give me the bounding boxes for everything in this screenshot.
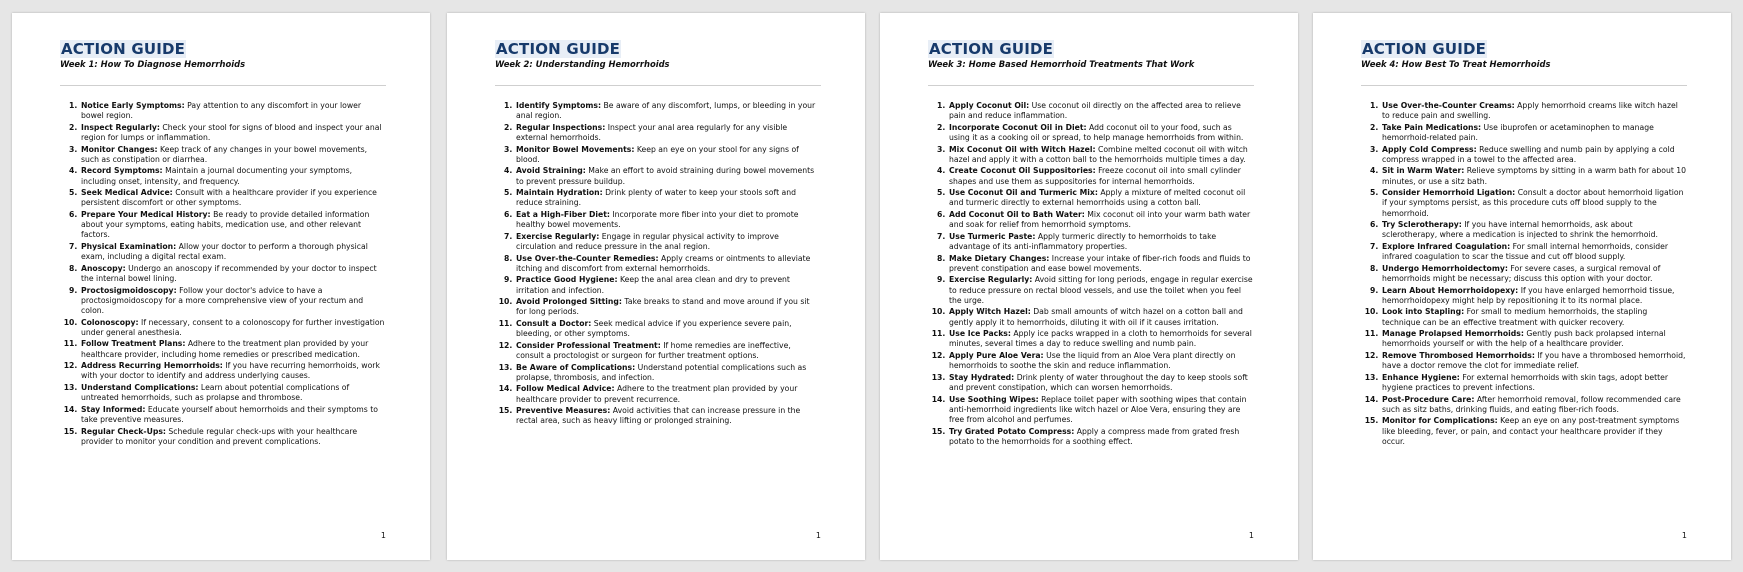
- item-term: Monitor for Complications:: [1382, 416, 1498, 426]
- item-term: Enhance Hygiene:: [1382, 372, 1460, 382]
- list-item: [80, 166, 386, 186]
- page-number: 1: [1681, 531, 1687, 540]
- list-item: [80, 188, 386, 208]
- item-term: Manage Prolapsed Hemorrhoids:: [1382, 329, 1524, 339]
- item-text: Gently push back prolapsed internal hemorrhoids yourself or with the help of a healthcare provider.: [1382, 329, 1666, 349]
- item-term: Learn About Hemorrhoidopexy:: [1382, 285, 1519, 295]
- list-item: [80, 145, 386, 165]
- item-term: Record Symptoms:: [81, 166, 163, 176]
- item-text: Add coconut oil to your food, such as using it as a cooking oil or spread, to help manage hemorrhoids from within.: [949, 122, 1244, 142]
- item-text: Inspect your anal area regularly for any visible external hemorrhoids.: [516, 122, 788, 142]
- item-text: If you have enlarged hemorrhoid tissue, hemorrhoidopexy might help by repositioning it to its normal place.: [1382, 285, 1675, 305]
- list-item: [80, 383, 386, 403]
- list-item: [1381, 220, 1687, 240]
- item-term: Apply Pure Aloe Vera:: [949, 350, 1044, 360]
- list-item: [515, 123, 821, 143]
- item-term: Follow Treatment Plans:: [81, 339, 186, 349]
- item-text: Apply a mixture of melted coconut oil and turmeric directly to external hemorrhoids using a cotton ball.: [949, 188, 1246, 208]
- list-item: [948, 373, 1254, 393]
- item-term: Mix Coconut Oil with Witch Hazel:: [949, 144, 1096, 154]
- item-term: Proctosigmoidoscopy:: [81, 285, 177, 295]
- item-text: Be ready to provide detailed information about your symptoms, eating habits, medication use, and other relevant factors.: [81, 209, 370, 240]
- item-text: Allow your doctor to perform a thorough physical exam, including a digital rectal exam.: [81, 241, 368, 262]
- divider: [928, 85, 1254, 86]
- page-number: 1: [815, 531, 821, 540]
- item-text: Consult with a healthcare provider if you experience persistent discomfort or other symptoms.: [81, 188, 377, 208]
- item-text: Schedule regular check-ups with your healthcare provider to monitor your condition and prevent complications.: [81, 426, 358, 446]
- list-item: [1381, 373, 1687, 393]
- page-subtitle: Week 4: How Best To Treat Hemorrhoids: [1361, 59, 1551, 69]
- list-item: [1381, 242, 1687, 262]
- item-term: Add Coconut Oil to Bath Water:: [949, 209, 1085, 219]
- item-term: Eat a High-Fiber Diet:: [516, 209, 610, 219]
- list-item: [1381, 416, 1687, 447]
- list-item: [515, 188, 821, 208]
- item-text: Replace toilet paper with soothing wipes that contain anti-hemorrhoid ingredients like witch hazel or Aloe Vera, ensuring they are free from alcohol and perfumes.: [949, 394, 1247, 424]
- item-text: Incorporate more fiber into your diet to promote healthy bowel movements.: [516, 209, 799, 230]
- item-text: Consult a doctor about hemorrhoid ligation if your symptoms persist, as this procedure cuts off blood supply to the hemorrhoid.: [1382, 188, 1684, 218]
- list-item: [80, 101, 386, 121]
- item-term: Use Ice Packs:: [949, 329, 1011, 339]
- item-text: Check your stool for signs of blood and inspect your anal region for lumps or inflammation.: [81, 122, 382, 142]
- list-item: [80, 361, 386, 381]
- item-text: Apply a compress made from grated fresh potato to the hemorrhoids for a soothing effect.: [949, 426, 1240, 446]
- list-item: [948, 232, 1254, 252]
- item-text: Avoid activities that can increase pressure in the rectal area, such as heavy lifting or prolonged straining.: [516, 406, 801, 426]
- item-text: Apply ice packs wrapped in a cloth to hemorrhoids for several minutes, several times a day to reduce swelling and numb pain.: [949, 329, 1252, 349]
- list-item: [515, 384, 821, 404]
- list-item: [515, 406, 821, 426]
- item-term: Explore Infrared Coagulation:: [1382, 241, 1511, 251]
- item-term: Monitor Changes:: [81, 144, 158, 154]
- list-item: [80, 405, 386, 425]
- page-number: 1: [1248, 531, 1254, 540]
- item-term: Post-Procedure Care:: [1382, 394, 1475, 404]
- item-text: Engage in regular physical activity to improve circulation and reduce pressure in the anal region.: [516, 231, 779, 251]
- list-item: [80, 210, 386, 241]
- list-item: [80, 286, 386, 317]
- item-text: Make an effort to avoid straining during bowel movements to prevent pressure buildup.: [516, 166, 815, 186]
- item-text: Increase your intake of fiber-rich foods and fluids to prevent constipation and ease bowel movements.: [949, 253, 1251, 273]
- item-term: Exercise Regularly:: [949, 275, 1033, 285]
- item-term: Avoid Straining:: [516, 166, 586, 176]
- item-term: Address Recurring Hemorrhoids:: [81, 361, 223, 371]
- item-text: If necessary, consent to a colonoscopy for further investigation under general anesthesia.: [81, 317, 385, 337]
- item-term: Undergo Hemorrhoidectomy:: [1382, 263, 1508, 273]
- list-item: [948, 307, 1254, 327]
- item-term: Apply Coconut Oil:: [949, 101, 1030, 110]
- item-term: Identify Symptoms:: [516, 101, 602, 110]
- item-text: Keep an eye on your stool for any signs of blood.: [516, 144, 799, 164]
- item-term: Follow Medical Advice:: [516, 384, 615, 394]
- document-page-1: [12, 13, 430, 560]
- item-term: Try Grated Potato Compress:: [949, 426, 1075, 436]
- item-text: Maintain a journal documenting your symptoms, including onset, intensity, and frequency.: [81, 166, 353, 186]
- item-text: Relieve symptoms by sitting in a warm bath for about 10 minutes, or use a sitz bath.: [1382, 166, 1687, 186]
- item-term: Consider Professional Treatment:: [516, 340, 661, 350]
- list-item: [515, 101, 821, 121]
- list-item: [948, 188, 1254, 208]
- action-list: [60, 101, 386, 447]
- list-item: [948, 427, 1254, 447]
- list-item: [1381, 329, 1687, 349]
- list-item: [515, 341, 821, 361]
- item-text: For external hemorrhoids with skin tags, adopt better hygiene practices to prevent infections.: [1382, 372, 1669, 392]
- page-number: 1: [380, 531, 386, 540]
- list-item: [948, 275, 1254, 306]
- list-item: [1381, 286, 1687, 306]
- list-item: [80, 123, 386, 143]
- item-term: Avoid Prolonged Sitting:: [516, 297, 622, 307]
- list-item: [80, 242, 386, 262]
- list-item: [948, 210, 1254, 230]
- list-item: [948, 254, 1254, 274]
- page-subtitle: Week 2: Understanding Hemorrhoids: [495, 59, 670, 69]
- item-text: Keep an eye on any post-treatment symptoms like bleeding, fever, or pain, and contact your healthcare provider if they occur.: [1382, 416, 1680, 446]
- list-item: [948, 101, 1254, 121]
- item-term: Seek Medical Advice:: [81, 188, 173, 198]
- item-term: Use Coconut Oil and Turmeric Mix:: [949, 188, 1098, 198]
- list-item: [515, 166, 821, 186]
- item-text: For small to medium hemorrhoids, the stapling technique can be an effective treatment with quicker recovery.: [1382, 307, 1648, 327]
- list-item: [80, 427, 386, 447]
- list-item: [515, 210, 821, 230]
- item-text: Adhere to the treatment plan provided by your healthcare provider to prevent recurrence.: [516, 384, 798, 404]
- item-term: Apply Witch Hazel:: [949, 307, 1031, 317]
- item-term: Stay Hydrated:: [949, 372, 1015, 382]
- item-text: Learn about potential complications of untreated hemorrhoids, such as prolapse and thrombose.: [81, 382, 350, 403]
- item-term: Monitor Bowel Movements:: [516, 144, 635, 154]
- divider: [60, 85, 386, 86]
- item-term: Regular Check-Ups:: [81, 426, 166, 436]
- page-subtitle: Week 1: How To Diagnose Hemorrhoids: [60, 59, 246, 69]
- item-term: Look into Stapling:: [1382, 307, 1465, 317]
- list-item: [1381, 123, 1687, 143]
- list-item: [515, 297, 821, 317]
- item-term: Physical Examination:: [81, 241, 177, 251]
- item-term: Apply Cold Compress:: [1382, 144, 1477, 154]
- list-item: [1381, 264, 1687, 284]
- item-text: Apply turmeric directly to hemorrhoids to take advantage of its anti-inflammatory properties.: [949, 231, 1217, 251]
- page-title: ACTION GUIDE: [61, 40, 186, 58]
- item-term: Make Dietary Changes:: [949, 253, 1050, 263]
- item-text: Keep the anal area clean and dry to prevent irritation and infection.: [516, 275, 790, 295]
- item-text: Use coconut oil directly on the affected area to relieve pain and reduce inflammation.: [949, 101, 1241, 121]
- item-term: Stay Informed:: [81, 404, 146, 414]
- item-term: Use Soothing Wipes:: [949, 394, 1039, 404]
- list-item: [1381, 145, 1687, 165]
- item-text: After hemorrhoid removal, follow recommended care such as sitz baths, drinking fluids, and eating fiber-rich foods.: [1382, 394, 1681, 414]
- item-text: Use ibuprofen or acetaminophen to manage hemorrhoid-related pain.: [1382, 122, 1654, 142]
- list-item: [80, 339, 386, 359]
- document-page-4: [1313, 13, 1731, 560]
- item-text: Freeze coconut oil into small cylinder shapes and use them as suppositories for internal hemorrhoids.: [949, 166, 1241, 186]
- list-item: [1381, 395, 1687, 415]
- action-list: [1361, 101, 1687, 447]
- item-term: Consult a Doctor:: [516, 318, 592, 328]
- item-text: Mix coconut oil into your warm bath water and soak for relief from hemorrhoid symptoms.: [949, 209, 1251, 230]
- item-term: Understand Complications:: [81, 382, 199, 392]
- item-text: Dab small amounts of witch hazel on a cotton ball and gently apply it to hemorrhoids, diluting it with oil if it causes irritation.: [949, 307, 1243, 327]
- item-term: Notice Early Symptoms:: [81, 101, 185, 110]
- item-term: Anoscopy:: [81, 263, 126, 273]
- item-term: Sit in Warm Water:: [1382, 166, 1465, 176]
- list-item: [1381, 101, 1687, 121]
- document-page-2: [447, 13, 865, 560]
- item-term: Preventive Measures:: [516, 406, 611, 416]
- item-text: Apply creams or ointments to alleviate itching and discomfort from external hemorrhoids.: [516, 253, 811, 273]
- item-text: Drink plenty of water throughout the day to keep stools soft and prevent constipation, which can worsen hemorrhoids.: [949, 372, 1248, 392]
- item-term: Use Over-the-Counter Creams:: [1382, 101, 1515, 110]
- list-item: [1381, 188, 1687, 219]
- list-item: [948, 145, 1254, 165]
- item-term: Prepare Your Medical History:: [81, 209, 211, 219]
- item-text: Understand potential complications such as prolapse, thrombosis, and infection.: [516, 362, 807, 382]
- item-text: Reduce swelling and numb pain by applying a cold compress wrapped in a towel to the affected area.: [1382, 144, 1675, 164]
- item-text: For small internal hemorrhoids, consider infrared coagulation to scar the tissue and cut off blood supply.: [1382, 241, 1669, 262]
- list-item: [515, 363, 821, 383]
- list-item: [1381, 351, 1687, 371]
- item-text: Educate yourself about hemorrhoids and their symptoms to take preventive measures.: [81, 404, 378, 424]
- list-item: [515, 232, 821, 252]
- item-text: Be aware of any discomfort, lumps, or bleeding in your anal region.: [516, 101, 816, 121]
- item-text: Follow your doctor's advice to have a proctosigmoidoscopy for a more comprehensive view of your rectum and colon.: [81, 285, 364, 315]
- list-item: [1381, 307, 1687, 327]
- divider: [495, 85, 821, 86]
- divider: [1361, 85, 1687, 86]
- item-text: Adhere to the treatment plan provided by your healthcare provider, including home remedies or prescribed medication.: [81, 339, 369, 359]
- item-term: Use Over-the-Counter Remedies:: [516, 253, 659, 263]
- list-item: [1381, 166, 1687, 186]
- list-item: [948, 123, 1254, 143]
- item-term: Incorporate Coconut Oil in Diet:: [949, 122, 1087, 132]
- list-item: [515, 254, 821, 274]
- item-text: If you have internal hemorrhoids, ask about sclerotherapy, where a medication is injected to shrink the hemorrhoid.: [1382, 220, 1658, 240]
- document-page-3: [880, 13, 1298, 560]
- item-term: Create Coconut Oil Suppositories:: [949, 166, 1096, 176]
- item-term: Exercise Regularly:: [516, 231, 600, 241]
- list-item: [515, 319, 821, 339]
- item-text: If home remedies are ineffective, consult a proctologist or surgeon for further treatment options.: [516, 340, 791, 360]
- item-term: Take Pain Medications:: [1382, 122, 1482, 132]
- item-term: Consider Hemorrhoid Ligation:: [1382, 188, 1516, 198]
- item-text: For severe cases, a surgical removal of hemorrhoids might be necessary; discuss this option with your doctor.: [1382, 263, 1661, 283]
- list-item: [948, 395, 1254, 426]
- item-term: Try Sclerotherapy:: [1382, 220, 1462, 230]
- item-text: Drink plenty of water to keep your stools soft and reduce straining.: [516, 188, 796, 208]
- list-item: [948, 329, 1254, 349]
- item-text: Seek medical advice if you experience severe pain, bleeding, or other symptoms.: [516, 318, 792, 339]
- page-title: ACTION GUIDE: [1362, 40, 1487, 58]
- item-text: Undergo an anoscopy if recommended by your doctor to inspect the internal bowel lining.: [81, 263, 377, 283]
- item-term: Practice Good Hygiene:: [516, 275, 618, 285]
- list-item: [515, 275, 821, 295]
- item-text: If you have recurring hemorrhoids, work with your doctor to identify and address underlying causes.: [81, 361, 380, 381]
- list-item: [948, 166, 1254, 186]
- page-title: ACTION GUIDE: [496, 40, 621, 58]
- item-text: If you have a thrombosed hemorrhoid, have a doctor remove the clot for immediate relief.: [1382, 350, 1686, 371]
- item-text: Take breaks to stand and move around if you sit for long periods.: [516, 297, 810, 317]
- page-title: ACTION GUIDE: [929, 40, 1054, 58]
- item-text: Avoid sitting for long periods, engage in regular exercise to reduce pressure on rectal blood vessels, and use the toilet when you feel the urge.: [949, 275, 1253, 305]
- item-text: Combine melted coconut oil with witch hazel and apply it with a cotton ball to the hemorrhoids multiple times a day.: [949, 144, 1248, 164]
- item-text: Apply hemorrhoid creams like witch hazel to reduce pain and swelling.: [1382, 101, 1678, 121]
- item-text: Keep track of any changes in your bowel movements, such as constipation or diarrhea.: [81, 144, 368, 164]
- item-term: Inspect Regularly:: [81, 122, 160, 132]
- item-text: Use the liquid from an Aloe Vera plant directly on hemorrhoids to soothe the skin and reduce inflammation.: [949, 350, 1236, 371]
- list-item: [515, 145, 821, 165]
- item-term: Be Aware of Complications:: [516, 362, 636, 372]
- item-text: Pay attention to any discomfort in your lower bowel region.: [81, 101, 362, 121]
- item-term: Maintain Hydration:: [516, 188, 603, 198]
- list-item: [80, 264, 386, 284]
- item-term: Remove Thrombosed Hemorrhoids:: [1382, 350, 1535, 360]
- item-term: Use Turmeric Paste:: [949, 231, 1036, 241]
- action-list: [928, 101, 1254, 447]
- item-term: Colonoscopy:: [81, 317, 139, 327]
- list-item: [948, 351, 1254, 371]
- item-term: Regular Inspections:: [516, 122, 606, 132]
- list-item: [80, 318, 386, 338]
- page-subtitle: Week 3: Home Based Hemorrhoid Treatments That Work: [928, 59, 1195, 69]
- action-list: [495, 101, 821, 427]
